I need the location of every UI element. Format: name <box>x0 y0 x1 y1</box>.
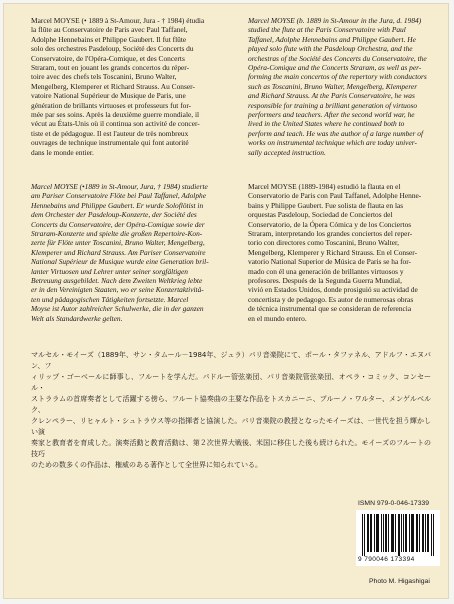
biography-english: Marcel MOYSE (b. 1889 in St-Amour in the Jura, d. 1984) studied the flute at the Paris Conservatoire with Paul Taffanel, Adolphe Hennebains and Philippe Gaubert. He played solo flute with the Pasdeloup Orchestra, and the orchestras of the Société des Concerts du Conservatoire, the Opéra-Comique and the Concerts Straram, as well as per- forming the main concertos of the repertory with conductors such as Toscanini, Bruno Walter, Mengelberg, Klemperer and Richard Strauss. At the Paris Conservatoire, he was responsible for training a brilliant generation of virtuoso performers and teachers. After the second world war, he lived in the United States where he continued both to perform and teach. He was the author of a large number of works on instrumental technique which are today univer- sally accepted instruction. <box>248 16 427 157</box>
biography-german: Marcel MOYSE (•1889 in St-Amour, Jura, † 1984) studierte am Pariser Conservatoire Flöte bei Paul Taffanel, Adolphe Hennebains und Philippe Gaubert. Er wurde Soloflötist in dem Orchester der Pasdeloup-Konzerte, der Société des Concerts du Conservatoire, der Opéra-Comique sowie der Straram-Konzerte und spielte die großen Repertoire-Kon- zerte für Flöte unter Toscanini, Bruno Walter, Mengelberg, Klemperer und Richard Strauss. Am Pariser Conservatoire National Supérieur de Musique wurde eine Generation bril- lanter Virtuosen und Lehrer unter seiner sorgfältigen Betreuung ausgebildet. Nach dem Zweiten Weltkrieg lebte er in den Vereinigten Staaten, wo er seine Konzertaktivitä- ten und pädagogischen Tätigkeiten fortsetzte. Marcel Moyse ist Autor zahlreicher Schulwerke, die in der ganzen Welt als Standardwerke gelten. <box>31 182 209 323</box>
barcode <box>356 510 440 566</box>
photo-credit: Photo M. Higashigai <box>369 578 430 585</box>
barcode-digits: 9 790046 173394 <box>358 556 415 563</box>
ismn-number: ISMN 979-0-046-17339 <box>358 500 430 507</box>
barcode-bars <box>362 514 434 556</box>
biography-japanese: マルセル・モイーズ（1889年、サン・タムール－1984年、ジュラ）パリ音楽院にて、ポール・タファネル、アドルフ・エヌバン、フ ィリップ・ゴーベールに師事し、フルートを学んだ。パドルー管弦楽団、パリ音楽院管弦楽団、オペラ・コミック、コンセール・ ストララムの首席奏者として活躍する傍ら、フルート協奏曲の主要な作品をトスカニーニ、ブルーノ・ワルター、メンゲルベルク、 クレンペラー、リヒャルト・シュトラウス等の指揮者と協演した。パリ音楽院の教授となったモイーズは、一世代を担う輝かしい演 奏家と教育者を育成した。演奏活動と教育活動は、第２次世界大戦後、米国に移住した後も続けられた。モイーズのフルートの技巧 のための数多くの作品は、権威のある著作として全世界に知られている。 <box>31 351 431 469</box>
biography-spanish: Marcel MOYSE (1889-1984) estudió la flauta en el Conservatorio de Paris con Paul Taffanel, Adolphe Henne- bains y Philippe Gaubert. Fue solista de flauta en las orquestas Pasdeloup, Sociedad de Conciertos del Conservatorio, de la Ópera Cómica y de los Conciertos Straram, interpretando los grandes conciertos del reper- torio con directores como Toscanini, Bruno Walter, Mengelberg, Klemperer y Richard Strauss. En el Conser- vatorio National Superior de Música de Paris se ha for- mado con él una generación de brillantes virtuosos y profesores. Después de la Segunda Guerra Mundial, vivió en Estados Unidos, donde prosiguió su actividad de concertista y de pedagogo. Es autor de numerosas obras de técnica instrumental que se consideran de referencia en el mundo entero. <box>248 182 422 323</box>
biography-french: Marcel MOYSE (• 1889 à St-Amour, Jura - † 1984) étudia la flûte au Conservatoire de Paris avec Paul Taffanel, Adolphe Hennebains et Philippe Gaubert. Il fut flûte solo des orchestres Pasdeloup, Société des Concerts du Conservatoire, de l'Opéra-Comique, et des Concerts Straram, tout en jouant les grands concertos du réper- toire avec des chefs tels Toscanini, Bruno Walter, Mengelberg, Klemperer et Richard Strauss. Au Conser- vatoire National Supérieur de Musique de Paris, une génération de brillants virtuoses et professeurs fut for- mée par ses soins. Après la deuxième guerre mondiale, il vécut au États-Unis où il continua son activité de concer- tiste et de pédagogue. Il est l'auteur de très nombreux ouvrages de technique instrumentale qui font autorité dans le monde entier. <box>31 16 205 157</box>
